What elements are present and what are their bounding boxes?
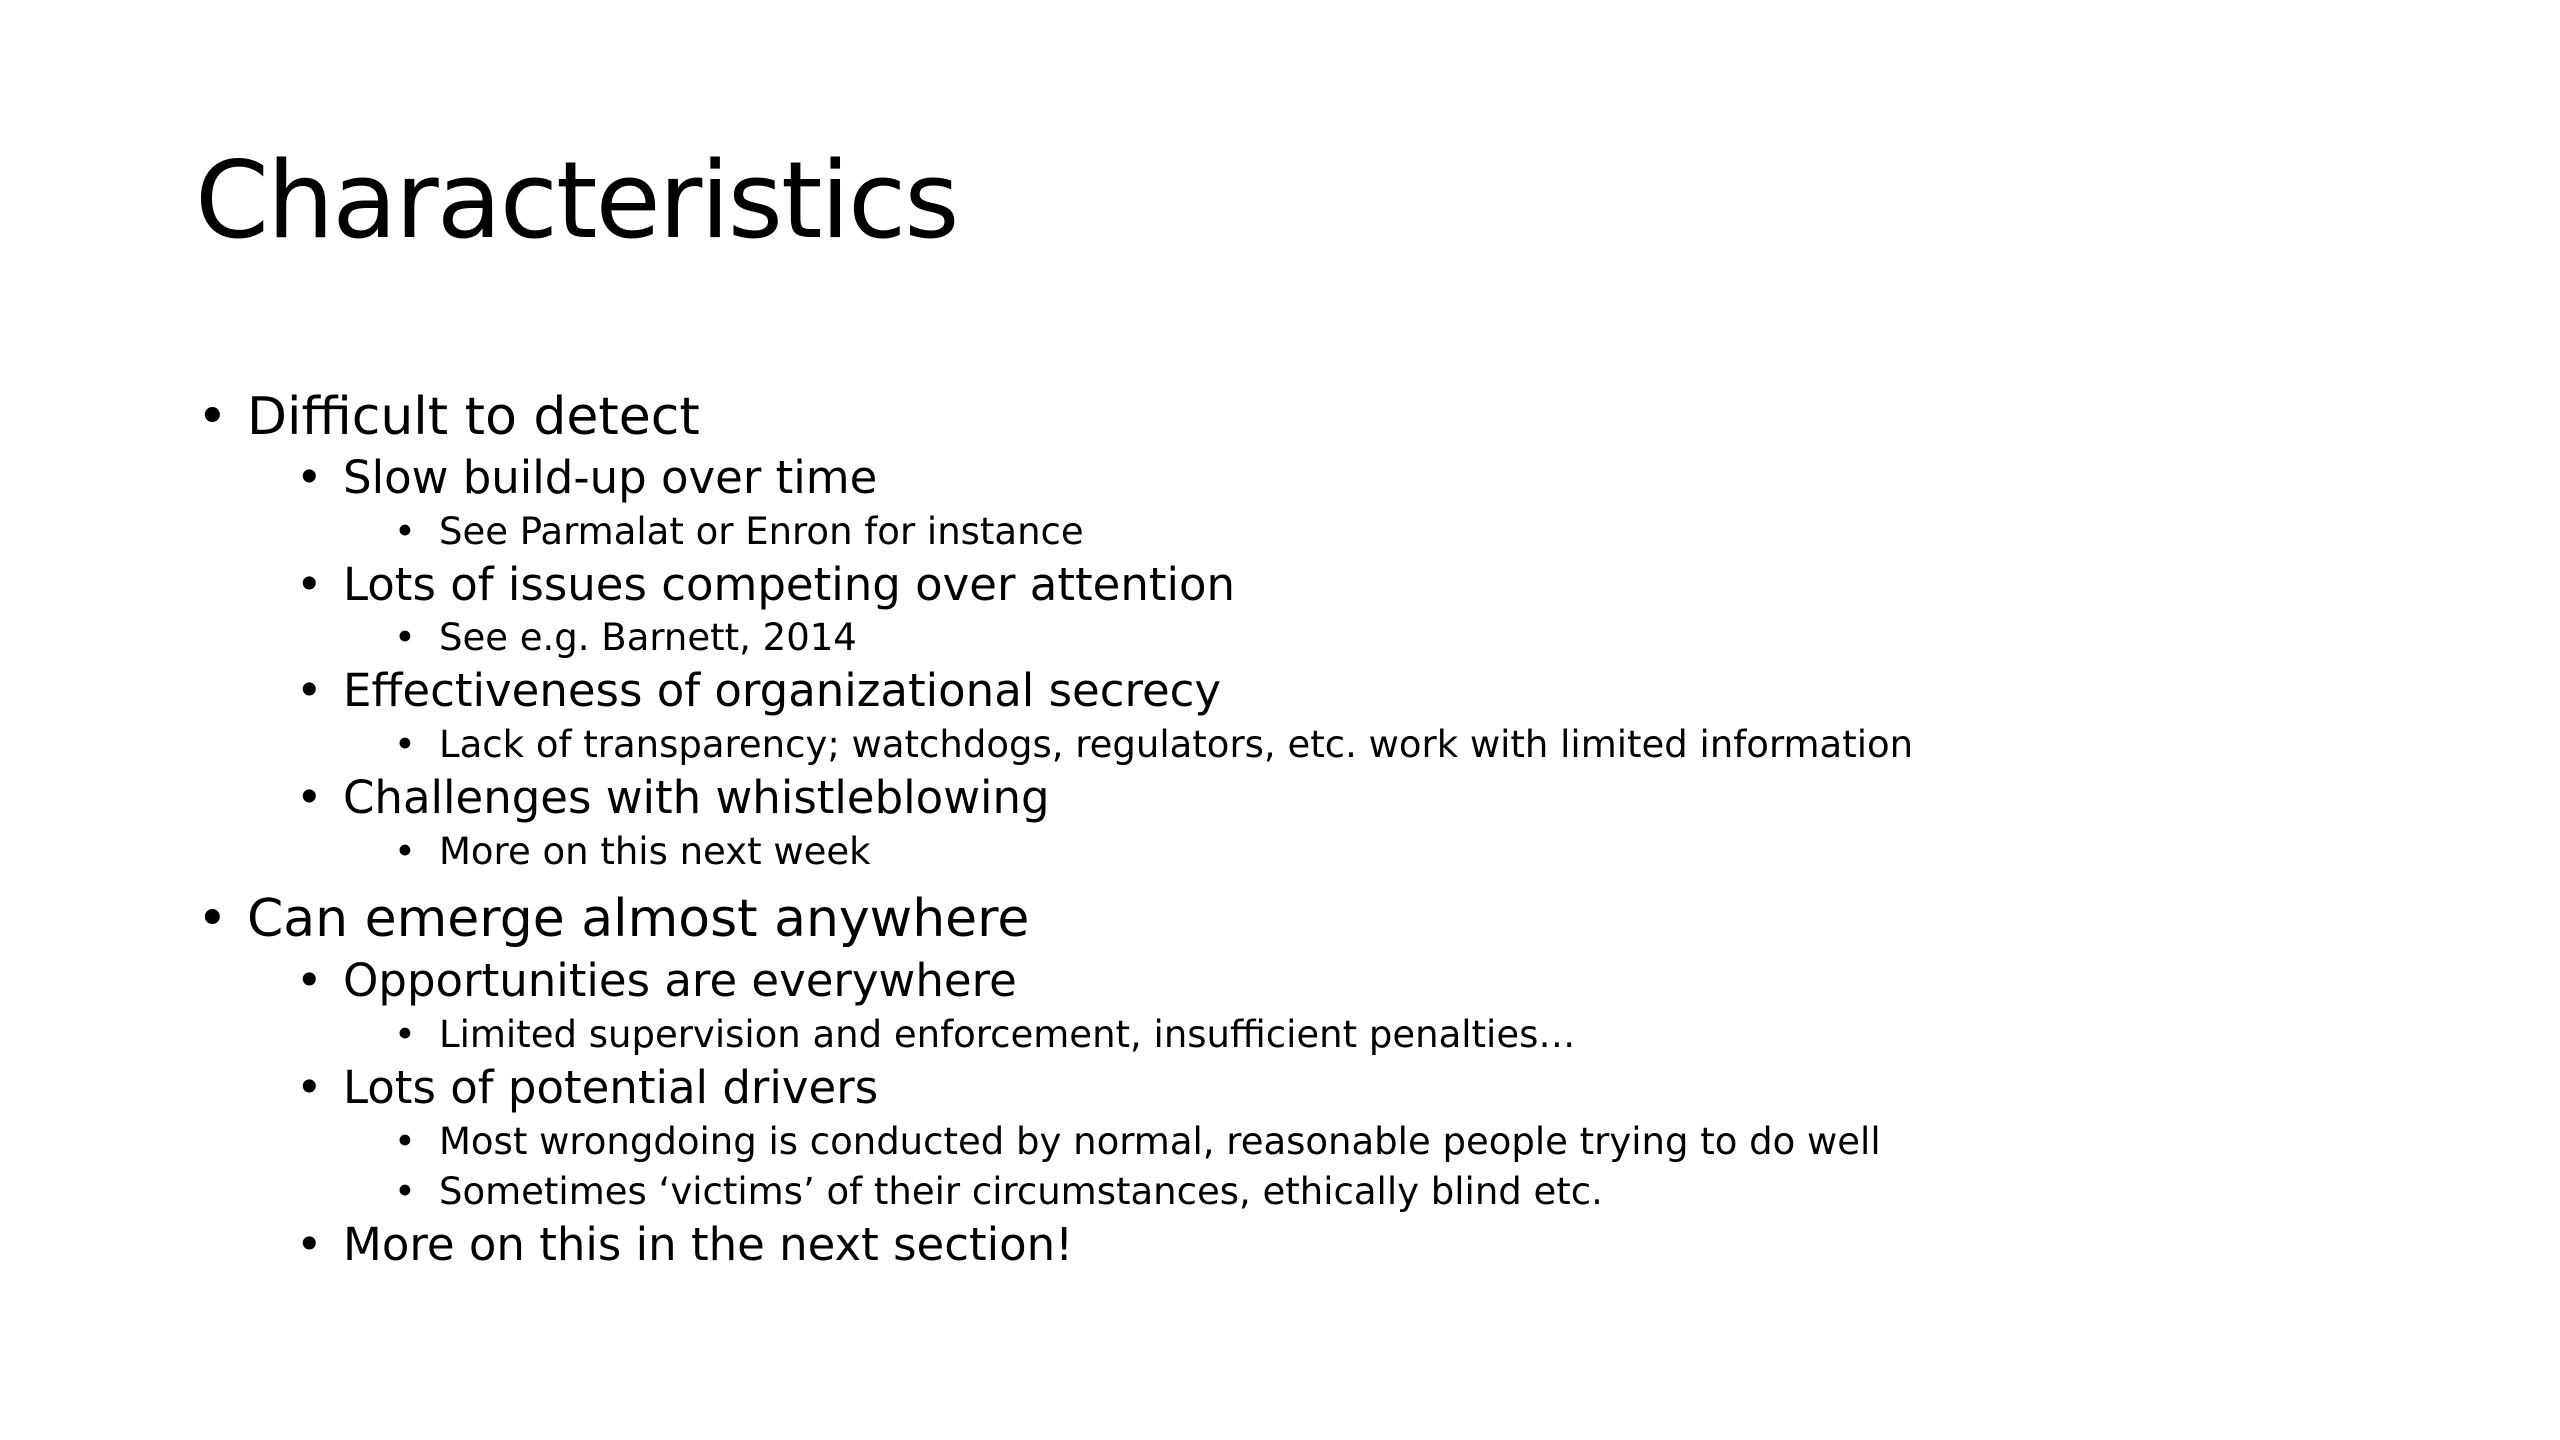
bullet-dot: • <box>296 771 323 824</box>
bullet-dot: • <box>394 1013 416 1056</box>
bullet-dot: • <box>394 1120 416 1163</box>
bullet-text: More on this next week <box>439 830 871 873</box>
bullet-text: Most wrongdoing is conducted by normal, reasonable people trying to do well <box>439 1120 1881 1163</box>
bullet-text: Opportunities are everywhere <box>343 954 1017 1007</box>
bullet-dot: • <box>394 616 416 659</box>
bullet-text: Can emerge almost anywhere <box>247 889 1030 949</box>
bullet-text: Slow build-up over time <box>343 451 878 504</box>
bullet-text: Limited supervision and enforcement, insufficient penalties… <box>439 1013 1576 1056</box>
bullet-text: Difficult to detect <box>247 387 700 447</box>
bullet-dot: • <box>197 889 228 949</box>
bullet-text: More on this in the next section! <box>343 1218 1074 1271</box>
bullet-text: Lots of issues competing over attention <box>343 558 1236 611</box>
bullet-text: Challenges with whistleblowing <box>343 771 1050 824</box>
bullet-dot: • <box>394 723 416 766</box>
bullet-text: Sometimes ‘victims’ of their circumstances, ethically blind etc. <box>439 1170 1603 1213</box>
bullet-dot: • <box>394 830 416 873</box>
bullet-text: See Parmalat or Enron for instance <box>439 510 1084 553</box>
bullet-dot: • <box>296 451 323 504</box>
bullet-dot: • <box>394 1170 416 1213</box>
bullet-dot: • <box>296 1061 323 1114</box>
bullet-dot: • <box>296 954 323 1007</box>
bullet-text: See e.g. Barnett, 2014 <box>439 616 857 659</box>
bullet-dot: • <box>296 664 323 717</box>
bullet-text: Lots of potential drivers <box>343 1061 879 1114</box>
bullet-text: Effectiveness of organizational secrecy <box>343 664 1222 717</box>
bullet-text: Lack of transparency; watchdogs, regulators, etc. work with limited information <box>439 723 1914 766</box>
slide-title: Characteristics <box>195 139 958 262</box>
bullet-dot: • <box>296 1218 323 1271</box>
bullet-dot: • <box>296 558 323 611</box>
bullet-dot: • <box>197 387 228 447</box>
bullet-dot: • <box>394 510 416 553</box>
